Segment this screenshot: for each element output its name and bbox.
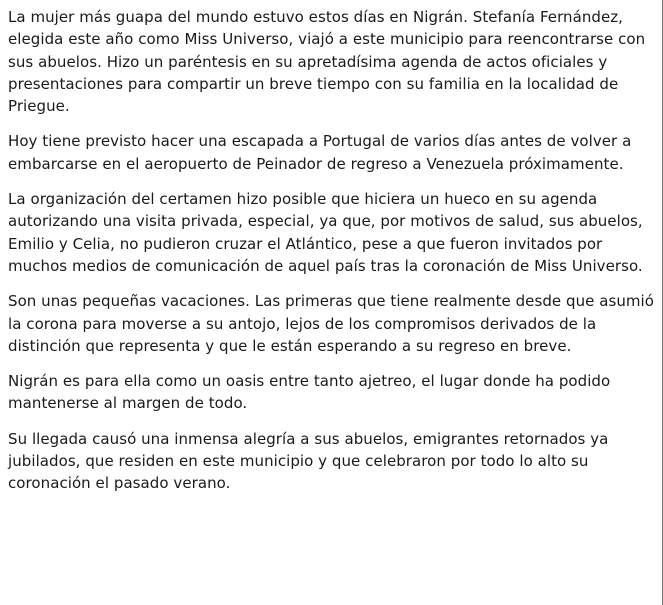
article-paragraph-1: La mujer más guapa del mundo estuvo estos días en Nigrán. Stefanía Fernández, elegida este año como Miss Universo, viajó a este municipio para reencontrarse con sus abuelos. Hizo un paréntesis en su apretadísima agenda de actos oficiales y presentaciones para compartir un breve tiempo con su familia en la localidad de Priegue.: [8, 8, 646, 116]
article-paragraph-6: Su llegada causó una inmensa alegría a sus abuelos, emigrantes retornados ya jubilados, que residen en este municipio y que celebraron por todo lo alto su coronación el pasado verano.: [8, 429, 609, 493]
article-paragraph-3: La organización del certamen hizo posible que hiciera un hueco en su agenda autorizando una visita privada, especial, ya que, por motivos de salud, sus abuelos, Emilio y Celia, no pudieron cruzar el Atlántico, pese a que fueron invitados por muchos medios de comunicación de aquel país tras la coronación de Miss Universo.: [8, 190, 643, 275]
article-body: [8, 6, 658, 508]
article-paragraph-4: Son unas pequeñas vacaciones. Las primeras que tiene realmente desde que asumió la corona para moverse a su antojo, lejos de los compromisos derivados de la distinción que representa y que le están esperando a su regreso en breve.: [8, 292, 654, 355]
article-paragraph-5: Nigrán es para ella como un oasis entre tanto ajetreo, el lugar donde ha podido mantenerse al margen de todo.: [8, 372, 611, 413]
article-paragraph-2: Hoy tiene previsto hacer una escapada a Portugal de varios días antes de volver a embarcarse en el aeropuerto de Peinador de regreso a Venezuela próximamente.: [8, 132, 632, 173]
